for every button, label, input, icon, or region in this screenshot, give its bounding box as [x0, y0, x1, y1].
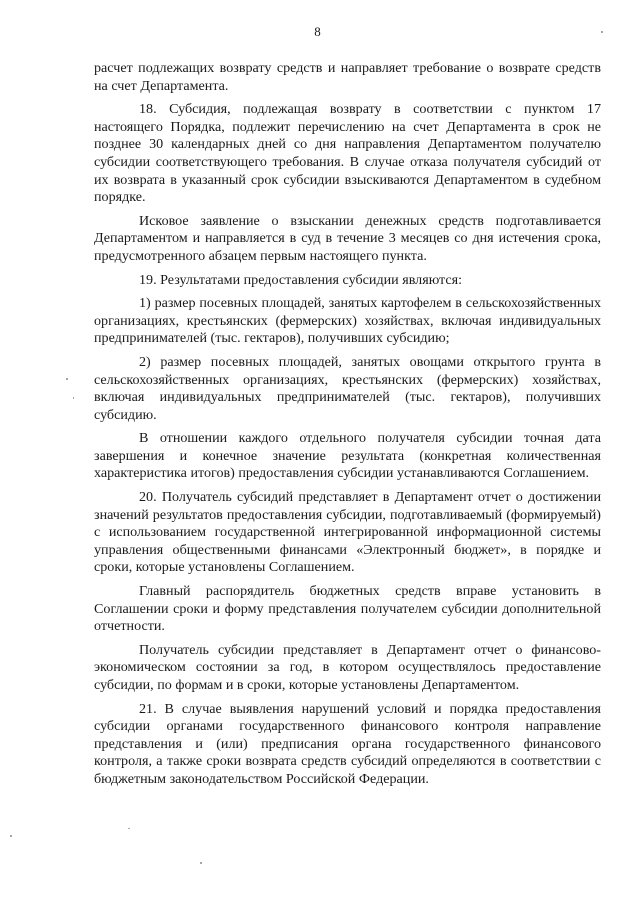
scan-speck: [601, 31, 603, 33]
paragraph: Получатель субсидии представляет в Департамент отчет о финансово-экономическом состоянии за год, в котором осуществлялось предоставление субсидии, по формам и в сроки, которые установлены Департаментом.: [94, 641, 601, 693]
paragraph: Главный распорядитель бюджетных средств вправе установить в Соглашении сроки и форму представления получателем субсидии дополнительной отчетности.: [94, 583, 601, 635]
document-body: [94, 60, 601, 795]
page-number: 8: [314, 24, 321, 39]
paragraph: 18. Субсидия, подлежащая возврату в соответствии с пунктом 17 настоящего Порядка, подлежит перечислению на счет Департамента в срок не позднее 30 календарных дней со дня направления Департаментом получателю субсидии соответствующего требования. В случае отказа получателя субсидий от их возврата в указанный срок субсидии взыскиваются Департаментом в судебном порядке.: [94, 101, 601, 206]
paragraph: 21. В случае выявления нарушений условий и порядка предоставления субсидии органами государственного финансового контроля направление представления и (или) предписания органа государственного финансового контроля, а также сроки возврата средств субсидий определяются в соответствии с бюджетным законодательством Российской Федерации.: [94, 700, 601, 787]
paragraph: 1) размер посевных площадей, занятых картофелем в сельскохозяйственных организациях, крестьянских (фермерских) хозяйствах, включая индивидуальных предпринимателей (тыс. гектаров), получивших субсидию;: [94, 295, 601, 347]
paragraph: расчет подлежащих возврату средств и направляет требование о возврате средств на счет Департамента.: [94, 60, 601, 94]
scan-speck: [10, 835, 12, 837]
scan-speck: [128, 828, 130, 829]
paragraph: 19. Результатами предоставления субсидии являются:: [139, 271, 463, 288]
paragraph: Исковое заявление о взыскании денежных средств подготавливается Департаментом и направляется в суд в течение 3 месяцев со дня истечения срока, предусмотренного абзацем первым настоящего пункта.: [94, 212, 601, 264]
scan-speck: [66, 378, 68, 380]
paragraph: 2) размер посевных площадей, занятых овощами открытого грунта в сельскохозяйственных организациях, крестьянских (фермерских) хозяйствах, включая индивидуальных предпринимателей (тыс. гектаров), получивших субсидию.: [94, 353, 601, 423]
scan-speck: [73, 397, 74, 399]
scan-speck: [200, 862, 202, 864]
paragraph: 20. Получатель субсидий представляет в Департамент отчет о достижении значений результатов предоставления субсидии, подготавливаемый (формируемый) с использованием государственной интегрированной информационной системы управления общественными финансами «Электронный бюджет», в порядке и сроки, которые установлены Соглашением.: [94, 489, 601, 576]
paragraph: В отношении каждого отдельного получателя субсидии точная дата завершения и конечное значение результата (конкретная количественная характеристика итогов) предоставления субсидии устанавливаются Соглашением.: [94, 430, 601, 482]
